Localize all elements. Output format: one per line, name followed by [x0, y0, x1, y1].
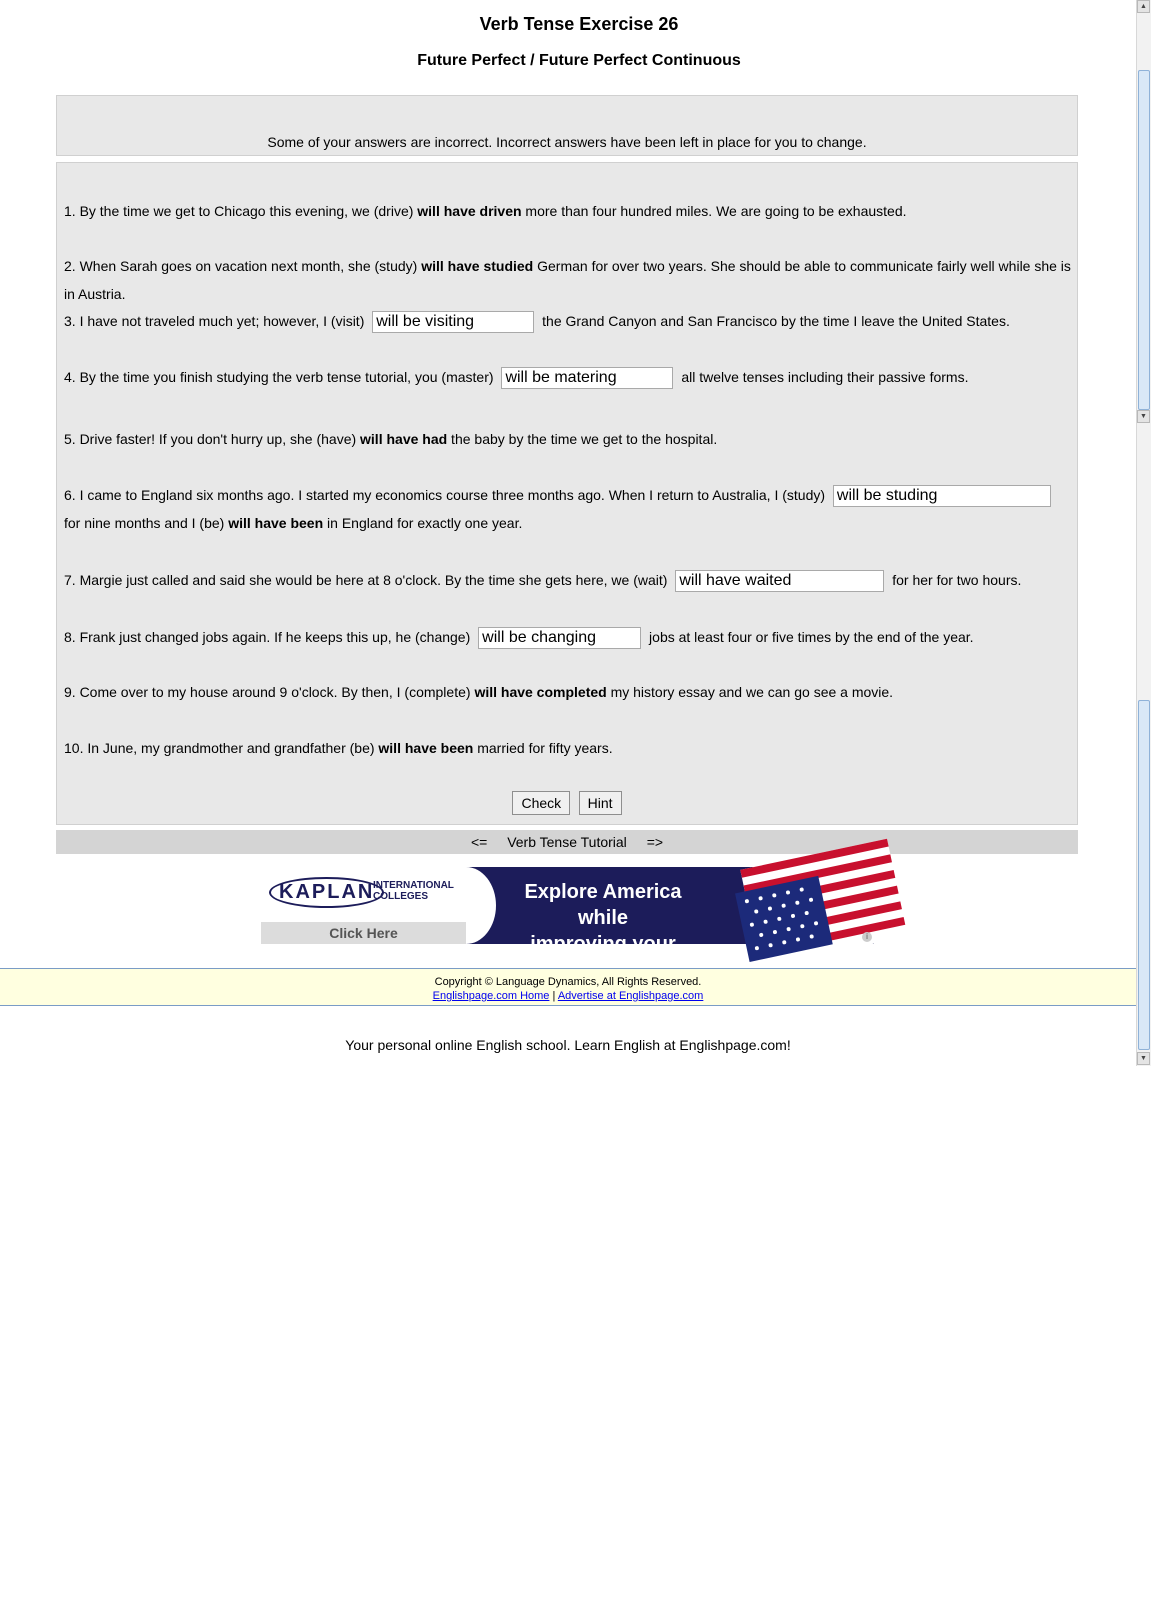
question-text: 3. I have not traveled much yet; however, I (visit)	[64, 313, 369, 329]
question-2	[64, 252, 1071, 308]
advertise-link[interactable]: Advertise at Englishpage.com	[557, 990, 704, 1002]
ad-headline-line-1: Explore America while	[524, 881, 682, 929]
answer-input-4[interactable]	[501, 367, 673, 389]
scroll-thumb-secondary[interactable]	[1138, 700, 1150, 1050]
link-separator: |	[552, 990, 556, 1002]
question-text: 8. Frank just changed jobs again. If he keeps this up, he (change)	[64, 629, 475, 645]
feedback-message: Some of your answers are incorrect. Incorrect answers have been left in place for you to change.	[267, 134, 867, 150]
tutorial-link[interactable]: Verb Tense Tutorial	[507, 834, 627, 850]
question-text: the Grand Canyon and San Francisco by the time I leave the United States.	[538, 313, 1010, 329]
question-text: German for over two years. She should be able to communicate fairly well while she is in Austria.	[64, 258, 1071, 302]
next-exercise-link[interactable]: =>	[646, 834, 664, 850]
correct-answer: will have been	[378, 740, 474, 756]
question-text: 6. I came to England six months ago. I started my economics course three months ago. When I return to Australia, I (study)	[64, 487, 829, 503]
question-text: for her for two hours.	[888, 572, 1022, 588]
tagline: Your personal online English school. Learn English at Englishpage.com!	[345, 1037, 791, 1053]
question-9	[64, 678, 1071, 706]
question-5	[64, 425, 1071, 453]
correct-answer: will have driven	[417, 203, 522, 219]
copyright-text: Copyright © Language Dynamics, All Rights Reserved.	[434, 976, 702, 988]
ad-headline-line-2: improving your	[530, 933, 676, 955]
exercise-panel	[56, 162, 1078, 825]
question-text: more than four hundred miles. We are going to be exhausted.	[521, 203, 907, 219]
question-text: 7. Margie just called and said she would be here at 8 o'clock. By the time she gets here, we (wait)	[64, 572, 672, 588]
feedback-panel	[56, 95, 1078, 156]
ad-click-here[interactable]: Click Here	[261, 922, 466, 944]
check-button[interactable]: Check	[512, 791, 570, 815]
question-7	[64, 566, 1071, 594]
scroll-down-icon[interactable]: ▼	[1137, 410, 1150, 423]
prev-exercise-link[interactable]: <=	[470, 834, 488, 850]
question-text: my history essay and we can go see a movie.	[606, 684, 894, 700]
correct-answer: will have had	[360, 431, 448, 447]
hint-button[interactable]: Hint	[579, 791, 622, 815]
question-8	[64, 623, 1071, 651]
question-text: 9. Come over to my house around 9 o'clock. By then, I (complete)	[64, 684, 475, 700]
brand-subtitle-line-1: INTERNATIONAL	[373, 880, 454, 891]
page-subtitle: Future Perfect / Future Perfect Continuous	[417, 52, 741, 69]
page-title: Verb Tense Exercise 26	[479, 14, 679, 34]
kaplan-ad-banner[interactable]	[261, 867, 874, 955]
brand-subtitle-line-2: COLLEGES	[373, 891, 429, 902]
kaplan-logo: KAPLAN	[269, 877, 384, 908]
answer-input-8[interactable]	[478, 627, 641, 649]
question-text: jobs at least four or five times by the end of the year.	[645, 629, 974, 645]
scroll-thumb[interactable]	[1138, 70, 1150, 410]
footer	[0, 968, 1136, 1006]
question-1	[64, 197, 1071, 225]
answer-input-3[interactable]	[372, 311, 534, 333]
scroll-up-icon[interactable]: ▲	[1137, 0, 1150, 13]
correct-answer: will have completed	[474, 684, 607, 700]
correct-answer: will have been	[228, 515, 324, 531]
question-text: 4. By the time you finish studying the verb tense tutorial, you (master)	[64, 369, 498, 385]
question-text: for nine months and I (be)	[64, 515, 229, 531]
question-text: married for fifty years.	[473, 740, 613, 756]
us-flag-icon	[739, 867, 874, 944]
button-row	[57, 791, 1077, 815]
question-text: in England for exactly one year.	[323, 515, 523, 531]
question-3	[64, 307, 1071, 335]
question-text: all twelve tenses including their passive forms.	[677, 369, 969, 385]
question-text: the baby by the time we get to the hospital.	[447, 431, 718, 447]
question-text: 5. Drive faster! If you don't hurry up, she (have)	[64, 431, 361, 447]
footer-links	[0, 989, 1136, 1003]
ad-info-icon[interactable]: i	[862, 932, 872, 942]
home-link[interactable]: Englishpage.com Home	[432, 990, 550, 1002]
question-6	[64, 481, 1071, 537]
question-10	[64, 734, 1071, 762]
answer-input-6[interactable]	[833, 485, 1051, 507]
question-4	[64, 363, 1071, 391]
question-text: 1. By the time we get to Chicago this evening, we (drive)	[64, 203, 418, 219]
ad-brand-panel	[261, 867, 466, 944]
brand-subtitle	[373, 880, 454, 902]
question-text: 10. In June, my grandmother and grandfather (be)	[64, 740, 379, 756]
correct-answer: will have studied	[421, 258, 534, 274]
answer-input-7[interactable]	[675, 570, 884, 592]
scroll-down-bottom-icon[interactable]: ▼	[1137, 1052, 1150, 1065]
vertical-scrollbar[interactable]	[1136, 0, 1151, 1066]
tutorial-nav	[56, 830, 1078, 854]
question-text: 2. When Sarah goes on vacation next month, she (study)	[64, 258, 422, 274]
